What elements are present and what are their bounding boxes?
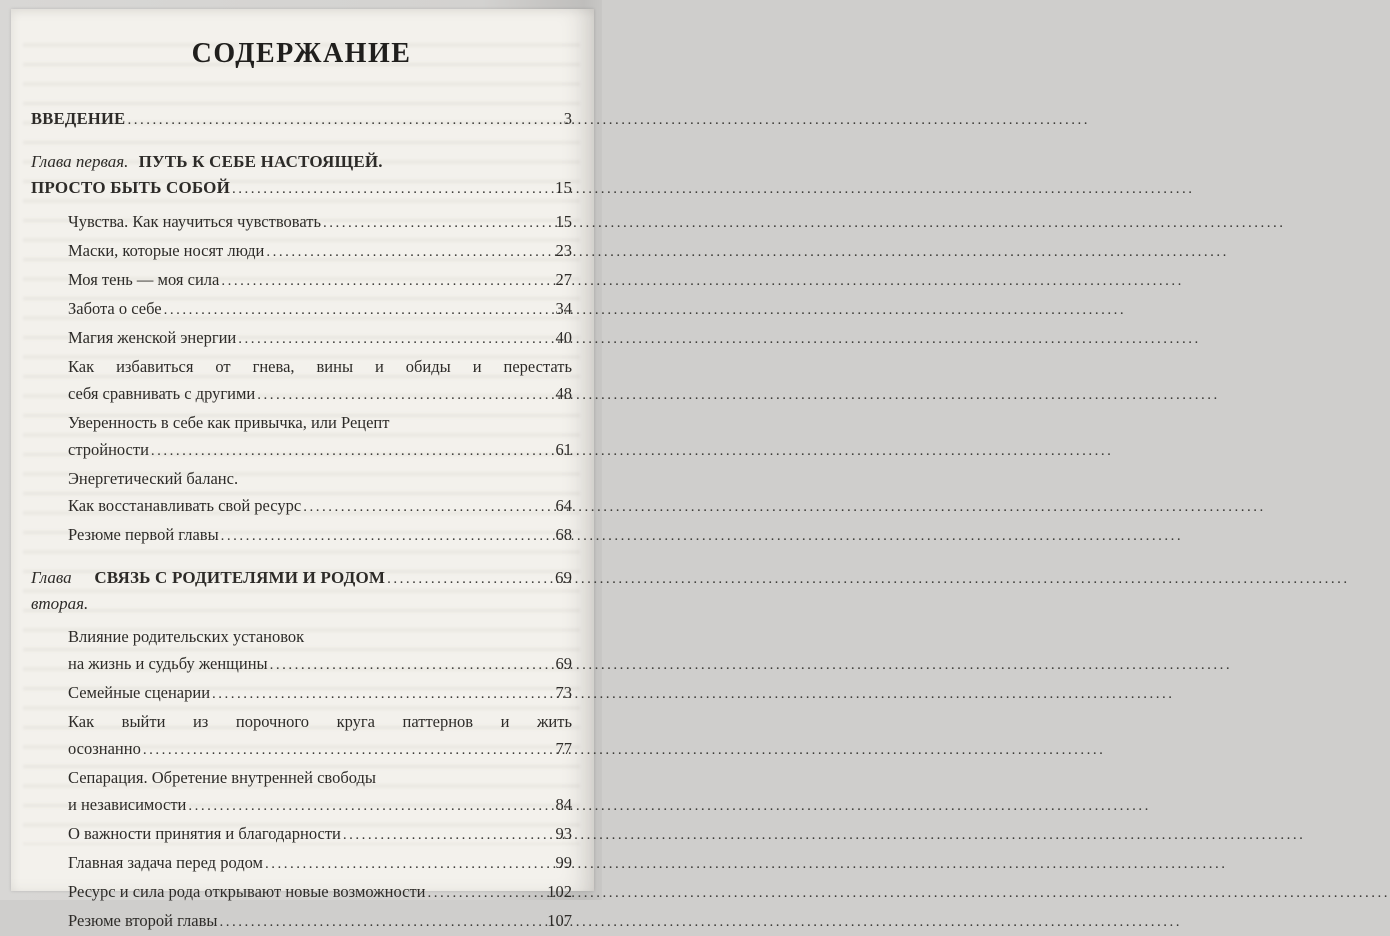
toc-entry-label: О важности принятия и благодарности bbox=[68, 824, 341, 843]
toc-entry bbox=[68, 849, 572, 878]
toc-entry-page: 27 bbox=[555, 270, 572, 289]
chapter-2-items bbox=[31, 623, 572, 936]
table-of-contents bbox=[11, 9, 594, 930]
dot-leader bbox=[151, 436, 546, 465]
dot-leader bbox=[303, 492, 546, 521]
chapter-heading-line1 bbox=[31, 149, 572, 175]
chapter-page: 15 bbox=[555, 178, 572, 197]
toc-entry-page: 84 bbox=[555, 795, 572, 814]
dot-leader bbox=[428, 878, 546, 907]
book-page-photo bbox=[0, 0, 602, 930]
toc-entry-label: Как избавиться от гнева, вины и обиды и перестать bbox=[68, 357, 572, 376]
chapter-prefix: Глава первая. bbox=[31, 152, 129, 171]
toc-entry-page: 48 bbox=[555, 384, 572, 403]
toc-entry-label-cont: и независимости bbox=[68, 795, 187, 814]
toc-entry bbox=[68, 764, 572, 820]
chapter-heading-line2 bbox=[31, 175, 572, 202]
dot-leader bbox=[143, 735, 546, 764]
toc-entry bbox=[68, 266, 572, 295]
toc-entry-page: 77 bbox=[555, 739, 572, 758]
chapter-page: 69 bbox=[555, 568, 572, 587]
toc-entry-label: Уверенность в себе как привычка, или Рецепт bbox=[68, 413, 390, 432]
toc-entry-label: Моя тень — моя сила bbox=[68, 270, 220, 289]
toc-entry-label: Маски, которые носят люди bbox=[68, 241, 265, 260]
toc-entry bbox=[68, 237, 572, 266]
toc-entry-label: Резюме первой главы bbox=[68, 525, 219, 544]
toc-entry-page: 69 bbox=[555, 654, 572, 673]
toc-entry-label: Семейные сценарии bbox=[68, 683, 211, 702]
chapter-prefix: Глава вторая. bbox=[31, 568, 89, 613]
dot-leader bbox=[265, 849, 546, 878]
toc-entry-label-cont: стройности bbox=[68, 440, 149, 459]
toc-entry-page: 99 bbox=[555, 853, 572, 872]
toc-entry bbox=[68, 324, 572, 353]
chapter-title-cont: ПРОСТО БЫТЬ СОБОЙ bbox=[31, 178, 231, 197]
toc-entry-page: 3 bbox=[563, 109, 572, 128]
chapter-heading-2 bbox=[31, 565, 572, 617]
toc-entry bbox=[68, 708, 572, 764]
toc-entry-label: Чувства. Как научиться чувствовать bbox=[68, 212, 321, 231]
toc-entry-label: Как выйти из порочного круга паттернов и жить bbox=[68, 712, 572, 731]
toc-entry bbox=[68, 679, 572, 708]
toc-entry-label: Забота о себе bbox=[68, 299, 162, 318]
toc-entry-label: Резюме второй главы bbox=[68, 911, 218, 930]
toc-entry-page: 40 bbox=[555, 328, 572, 347]
dot-leader bbox=[219, 907, 545, 936]
dot-leader bbox=[221, 521, 546, 550]
toc-entry bbox=[68, 353, 572, 409]
toc-entry-page: 34 bbox=[555, 299, 572, 318]
toc-entry-label: Ресурс и сила рода открывают новые возможности bbox=[68, 882, 426, 901]
dot-leader bbox=[343, 820, 546, 849]
dot-leader bbox=[323, 208, 546, 237]
toc-entry-label: Энергетический баланс. bbox=[68, 469, 239, 488]
dot-leader bbox=[221, 266, 546, 295]
dot-leader bbox=[232, 175, 546, 202]
dot-leader bbox=[212, 679, 546, 708]
toc-entry-page: 23 bbox=[555, 241, 572, 260]
toc-entry-page: 73 bbox=[555, 683, 572, 702]
page-paper bbox=[11, 9, 594, 930]
toc-entry-page: 64 bbox=[555, 496, 572, 515]
dot-leader bbox=[266, 237, 546, 266]
chapter-1-items bbox=[31, 208, 572, 550]
toc-entry-label: Влияние родительских установок bbox=[68, 627, 305, 646]
dot-leader bbox=[164, 295, 546, 324]
chapter-title: ПУТЬ К СЕБЕ НАСТОЯЩЕЙ. bbox=[138, 152, 383, 171]
page-title: СОДЕРЖАНИЕ bbox=[191, 38, 412, 69]
toc-entry bbox=[68, 820, 572, 849]
dot-leader bbox=[188, 791, 546, 820]
toc-entry-label-cont: себя сравнивать с другими bbox=[68, 384, 256, 403]
toc-entry-label: Магия женской энергии bbox=[68, 328, 237, 347]
dot-leader bbox=[270, 650, 546, 679]
toc-entry-label: ВВЕДЕНИЕ bbox=[31, 109, 126, 128]
toc-entry bbox=[68, 907, 572, 936]
chapter-heading-line1 bbox=[31, 565, 572, 617]
dot-leader bbox=[238, 324, 546, 353]
toc-entry-label-cont: на жизнь и судьбу женщины bbox=[68, 654, 268, 673]
toc-entry-page: 61 bbox=[555, 440, 572, 459]
dot-leader bbox=[127, 105, 546, 134]
toc-entry bbox=[68, 521, 572, 550]
dot-leader bbox=[387, 565, 546, 592]
toc-entry bbox=[68, 878, 572, 907]
toc-entry-page: 93 bbox=[555, 824, 572, 843]
toc-entry bbox=[68, 623, 572, 679]
toc-entry-page: 102 bbox=[547, 882, 572, 901]
toc-entry bbox=[68, 208, 572, 237]
chapter-title: СВЯЗЬ С РОДИТЕЛЯМИ И РОДОМ bbox=[94, 568, 386, 587]
toc-entry-label: Сепарация. Обретение внутренней свободы bbox=[68, 768, 376, 787]
toc-entry-introduction bbox=[31, 105, 572, 134]
toc-entry-label: Главная задача перед родом bbox=[68, 853, 263, 872]
toc-entry bbox=[68, 465, 572, 521]
toc-entry-label-cont: осознанно bbox=[68, 739, 141, 758]
toc-entry-label-cont: Как восстанавливать свой ресурс bbox=[68, 496, 302, 515]
toc-entry bbox=[68, 409, 572, 465]
toc-entry bbox=[68, 295, 572, 324]
toc-entry-page: 107 bbox=[547, 911, 572, 930]
chapter-heading-1 bbox=[31, 149, 572, 202]
toc-entry-page: 68 bbox=[555, 525, 572, 544]
toc-entry-page: 15 bbox=[555, 212, 572, 231]
dot-leader bbox=[257, 380, 546, 409]
